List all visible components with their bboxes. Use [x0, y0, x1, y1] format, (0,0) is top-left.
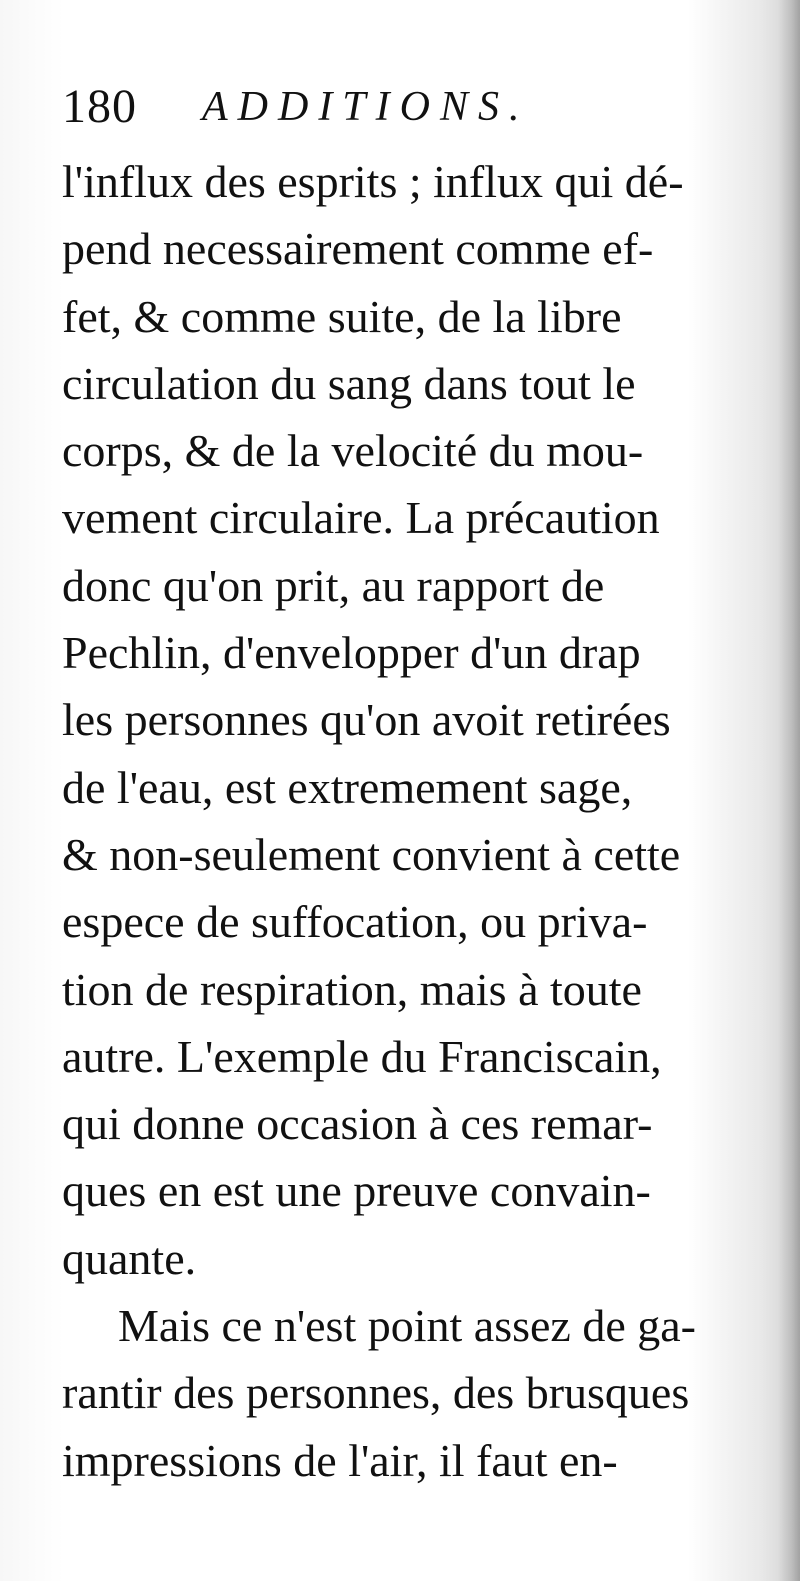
text-line: impressions de l'air, il faut en- — [62, 1434, 618, 1486]
text-line: circulation du sang dans tout le — [62, 357, 636, 409]
text-line: rantir des personnes, des brusques — [62, 1367, 690, 1419]
text-line: corps, & de la velocité du mou- — [62, 425, 644, 477]
text-line: espece de suffocation, ou priva- — [62, 896, 648, 948]
text-line: quante. — [62, 1232, 197, 1284]
text-line: l'influx des esprits ; influx qui dé- — [62, 156, 684, 207]
text-line: Pechlin, d'envelopper d'un drap — [62, 627, 641, 679]
text-line: de l'eau, est extremement sage, — [62, 761, 633, 813]
text-line: vement circulaire. La précaution — [62, 492, 660, 544]
text-line: ques en est une preuve convain- — [62, 1165, 651, 1217]
page-number: 180 — [62, 80, 137, 133]
text-line: & non-seulement convient à cette — [62, 828, 681, 880]
text-line: fet, & comme suite, de la libre — [62, 290, 622, 342]
text-line: tion de respiration, mais à toute — [62, 963, 642, 1015]
page-header — [62, 72, 742, 142]
body-text — [62, 148, 738, 1494]
text-line: donc qu'on prit, au rapport de — [62, 559, 605, 611]
running-title: ADDITIONS. — [202, 84, 530, 130]
text-line: autre. L'exemple du Franciscain, — [62, 1030, 662, 1082]
text-line: les personnes qu'on avoit retirées — [62, 694, 671, 746]
text-line: pend necessairement comme ef- — [62, 223, 654, 275]
text-line: qui donne occasion à ces remar- — [62, 1098, 653, 1150]
paragraph-start-line: Mais ce n'est point assez de ga- — [118, 1300, 696, 1352]
